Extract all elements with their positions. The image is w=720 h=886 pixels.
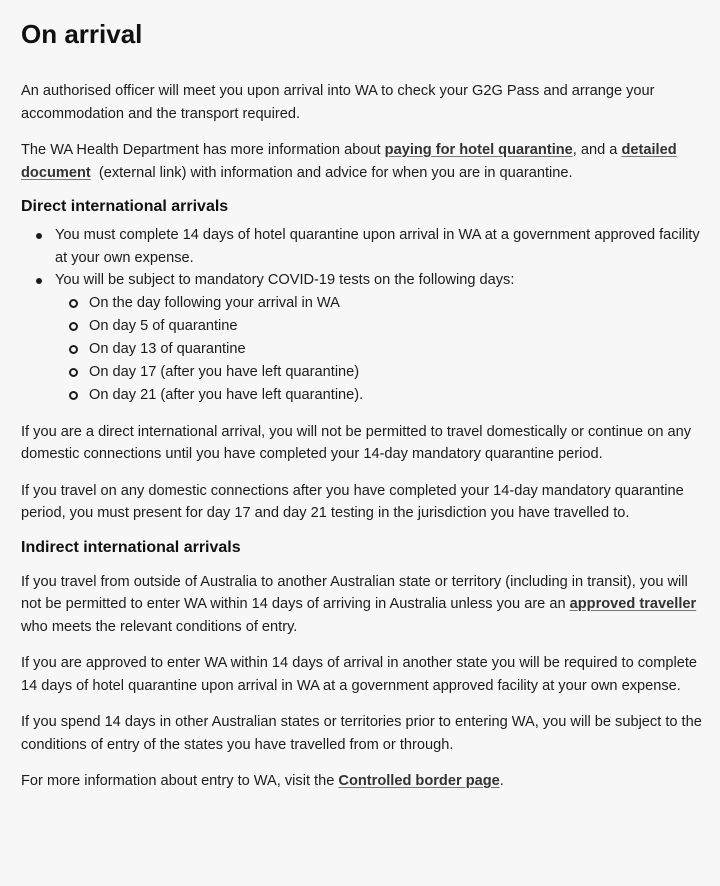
direct-arrivals-list xyxy=(21,224,702,407)
testing-intro: You will be subject to mandatory COVID-19 tests on the following days: xyxy=(55,272,515,288)
indirect-conditions-paragraph: If you spend 14 days in other Australian states or territories prior to entering WA, you will be subject to the conditions of entry of the states you have travelled from or through. xyxy=(21,714,702,753)
hotel-quarantine-link[interactable]: paying for hotel quarantine xyxy=(384,142,573,158)
list-item: On day 5 of quarantine xyxy=(89,315,702,338)
page-title: On arrival xyxy=(21,19,143,49)
direct-arrivals-heading: Direct international arrivals xyxy=(21,198,229,215)
direct-travel-paragraph: If you are a direct international arrival, you will not be permitted to travel domestically or continue on any domestic connections until you have completed your 14-day mandatory quarantine period. xyxy=(21,423,692,462)
list-item: On the day following your arrival in WA xyxy=(89,292,702,315)
indirect-text-before: If you travel from outside of Australia to another Australian state or territory (including in transit), you will not be permitted to enter WA within 14 days of arriving in Australia unless you are an xyxy=(21,573,688,612)
detailed-document-link[interactable]: detailed document xyxy=(21,142,677,181)
intro-paragraph: An authorised officer will meet you upon arrival into WA to check your G2G Pass and arrange your accommodation and the transport required. xyxy=(21,83,655,122)
direct-testing-paragraph: If you travel on any domestic connections after you have completed your 14-day mandatory quarantine period, you must present for day 17 and day 21 testing in the jurisdiction you have travelled to. xyxy=(21,482,684,521)
list-item: On day 13 of quarantine xyxy=(89,338,702,361)
list-item: You must complete 14 days of hotel quarantine upon arrival in WA at a government approved facility at your own expense. xyxy=(55,224,702,269)
approved-traveller-link[interactable]: approved traveller xyxy=(569,596,697,612)
indirect-entry-paragraph xyxy=(21,571,702,639)
indirect-quarantine-paragraph: If you are approved to enter WA within 14 days of arrival in another state you will be required to complete 14 days of hotel quarantine upon arrival in WA at a government approved facility at your own expense. xyxy=(21,655,698,694)
indirect-arrivals-heading: Indirect international arrivals xyxy=(21,538,241,556)
list-item: On day 17 (after you have left quarantine) xyxy=(89,361,702,384)
list-item xyxy=(55,269,702,407)
controlled-border-link[interactable]: Controlled border page xyxy=(338,773,500,789)
more-info-text-after: . xyxy=(499,773,504,789)
health-text-before: The WA Health Department has more information about xyxy=(21,142,385,158)
health-info-paragraph xyxy=(21,139,702,184)
list-item: On day 21 (after you have left quarantine). xyxy=(89,384,702,407)
indirect-text-after: who meets the relevant conditions of entry. xyxy=(21,618,298,635)
health-text-mid: , and a xyxy=(572,142,622,158)
test-days-list xyxy=(55,292,702,407)
more-info-text-before: For more information about entry to WA, visit the xyxy=(21,773,339,789)
health-text-after: (external link) with information and advice for when you are in quarantine. xyxy=(90,164,573,181)
more-info-paragraph xyxy=(21,770,702,793)
